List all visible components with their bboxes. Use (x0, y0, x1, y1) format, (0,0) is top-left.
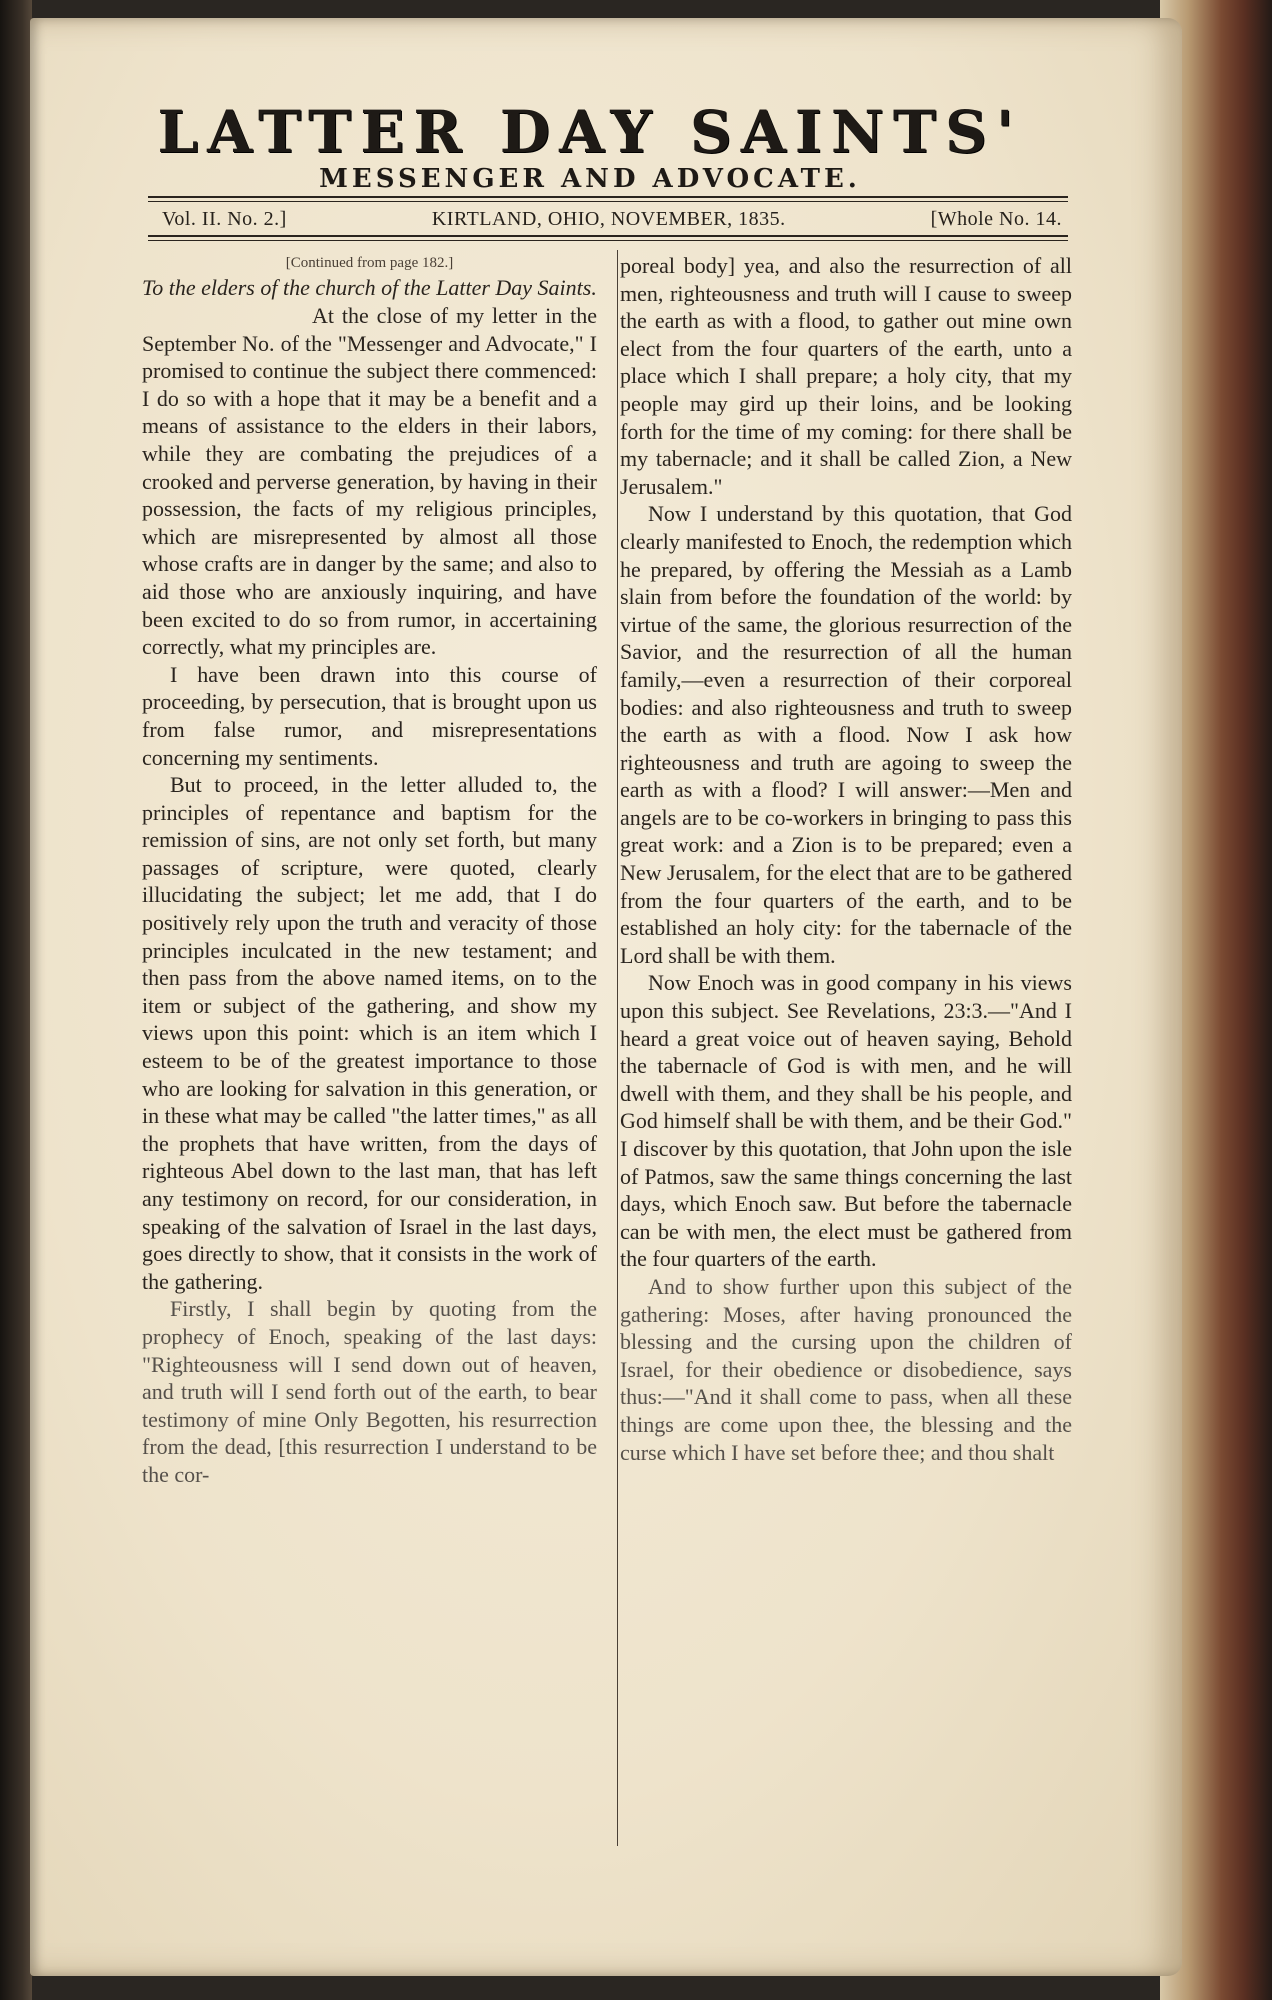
continued-note: [Continued from page 182.] (285, 255, 454, 271)
dateline (162, 205, 1062, 233)
salutation: To the elders of the church of the Latter Day Saints. (142, 275, 597, 300)
volume-number: Vol. II. No. 2.] (162, 207, 287, 230)
masthead-subtitle: MESSENGER AND ADVOCATE. (319, 164, 861, 194)
masthead-title: LATTER DAY SAINTS' (157, 98, 1023, 166)
paragraph: poreal body] yea, and also the resurrection of all men, righteousness and truth will I cause to sweep the earth as with a flood, to gather out mine own elect from the four quarters of the earth, unto a place which I shall prepare; a holy city, that my people may gird up their loins, and be looking forth for the time of my coming: for there shall be my tabernacle; and it shall be called Zion, a New Jerusalem." (620, 253, 1072, 499)
paragraph: Now Enoch was in good company in his views upon this subject. See Revelations, 23:3.—"And I heard a great voice out of heaven saying, Behold the tabernacle of God is with men, and he will dwell with them, and they shall be his people, and God himself shall be with them, and be their God." I discover by this quotation, that John upon the isle of Patmos, saw the same things concerning the last days, which Enoch saw. But before the tabernacle can be with men, the elect must be gathered from the four quarters of the earth. (620, 970, 1072, 1272)
whole-number: [Whole No. 14. (930, 207, 1062, 230)
paragraph: I have been drawn into this course of proceeding, by persecution, that is brought upon us from false rumor, and misrepresentations concerning my sentiments. (142, 661, 597, 770)
masthead (110, 100, 1070, 194)
paragraph: Now I understand by this quotation, that God clearly manifested to Enoch, the redemption which he prepared, by offering the Messiah as a Lamb slain from before the foundation of the world: by virtue of the same, the glorious resurrection of the Savior, and the resurrection of all the human family,—even a resurrection of their corporeal bodies: and also righteousness and truth to sweep the earth as with a flood. Now I ask how righteousness and truth are agoing to sweep the earth as with a flood? I will answer:—Men and angels are to be co-workers in bringing to pass this great work: and a Zion is to be prepared; even a New Jerusalem, for the elect that are to be gathered from the four quarters of the earth, and to be established an holy city: for the tabernacle of the Lord shall be with them. (620, 501, 1073, 968)
rule-top-thin (148, 201, 1068, 202)
left-column (142, 252, 597, 1489)
rule-bottom-thin (148, 240, 1068, 241)
paragraph: Firstly, I shall begin by quoting from the prophecy of Enoch, speaking of the last days: "Righteousness will I send down out of heaven, and truth will I send forth out of the earth, to bear testimony of mine Only Begotten, his resurrection from the dead, [this resurrection I understand to be the cor- (142, 1296, 597, 1487)
paragraph: At the close of my letter in the September No. of the "Messenger and Advocate," I promised to continue the subject there commenced: I do so with a hope that it may be a benefit and a means of assistance to the elders in their labors, while they are combating the prejudices of a crooked and perverse generation, by having in their possession, the facts of my religious principles, which are misrepresented by almost all those whose crafts are in danger by the same; and also to aid those who are anxiously inquiring, and have been excited to do so from rumor, in accertaining correctly, what my principles are. (142, 303, 597, 660)
book-binding-left (0, 0, 32, 2000)
column-divider (617, 250, 618, 1846)
rule-top (148, 196, 1068, 198)
rule-bottom (148, 235, 1068, 237)
paragraph: And to show further upon this subject of the gathering: Moses, after having pronounced the blessing and the cursing upon the children of Israel, for their obedience or disobedience, says thus:—"And it shall come to pass, when all these things are come upon thee, the blessing and the curse which I have set before thee; and thou shalt (620, 1273, 1072, 1465)
place-and-date: KIRTLAND, OHIO, NOVEMBER, 1835. (431, 207, 786, 230)
paragraph: But to proceed, in the letter alluded to, the principles of repentance and baptism for the remission of sins, are not only set forth, but many passages of scripture, were quoted, clearly illucidating the subject; let me add, that I do positively rely upon the truth and veracity of those principles inculcated in the new testament; and then pass from the above named items, on to the item or subject of the gathering, and show my views upon this point: which is an item which I esteem to be of the greatest importance to those who are looking for salvation in this generation, or in these what may be called "the latter times," as all the prophets that have written, from the days of righteous Abel down to the last man, that has left any testimony on record, for our consideration, in speaking of the salvation of Israel in the last days, goes directly to show, that it consists in the work of the gathering. (142, 772, 597, 1294)
right-column (620, 252, 1072, 1466)
